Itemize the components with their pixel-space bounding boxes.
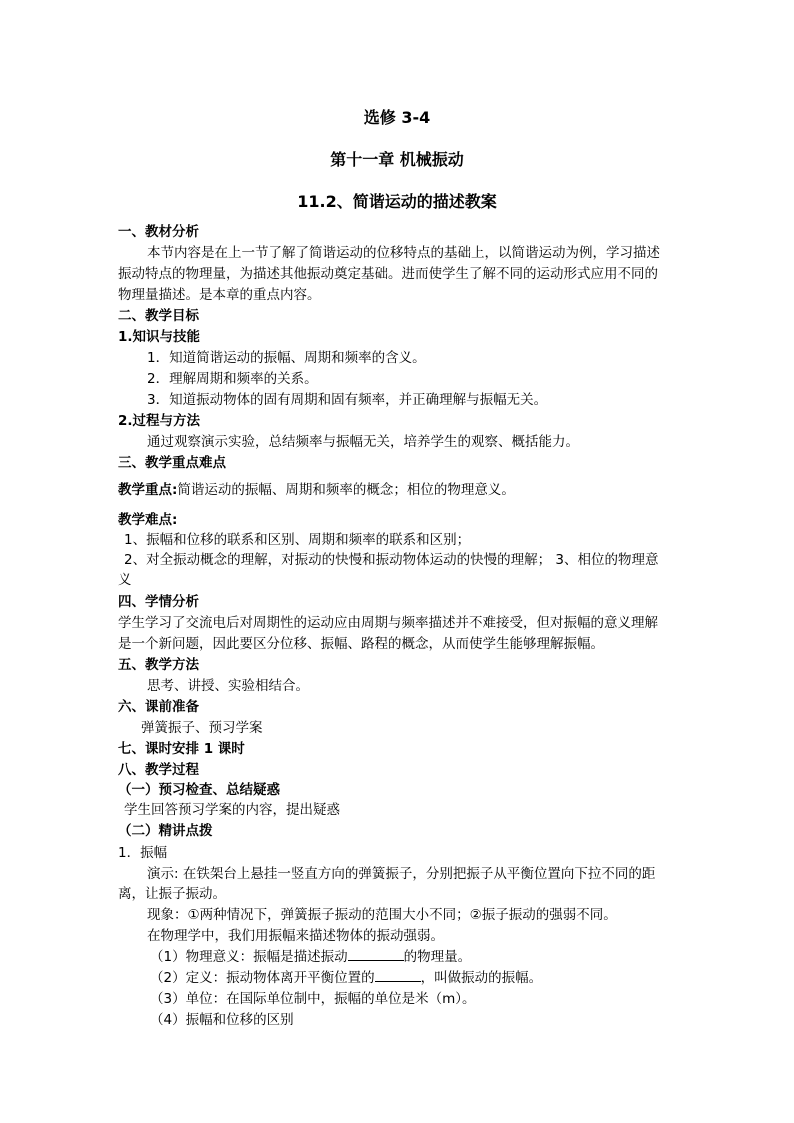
paragraph-line: 在物理学中，我们用振幅来描述物体的振动强弱。 bbox=[147, 928, 444, 944]
section-heading: 八、教学过程 bbox=[118, 762, 199, 778]
chapter-title: 第十一章 机械振动 bbox=[330, 150, 464, 169]
subsection-heading: 2.过程与方法 bbox=[118, 413, 201, 429]
paragraph-line: 现象：①两种情况下，弹簧振子振动的范围大小不同；②振子振动的强弱不同。 bbox=[147, 907, 617, 923]
fill-in-text: ，叫做振动的振幅。 bbox=[420, 970, 543, 986]
subsection-heading: 1.知识与技能 bbox=[118, 329, 201, 345]
fill-in-text: 的物理量。 bbox=[403, 949, 472, 965]
fill-in-blank[interactable] bbox=[348, 947, 404, 961]
paragraph-line: 振动特点的物理量，为描述其他振动奠定基础。进而使学生了解不同的运动形式应用不同的 bbox=[118, 266, 658, 282]
item-heading: 1．振幅 bbox=[118, 845, 168, 861]
paragraph-line: 弹簧振子、预习学案 bbox=[141, 720, 263, 736]
paragraph-line: 本节内容是在上一节了解了简谐运动的位移特点的基础上，以简谐运动为例，学习描述 bbox=[147, 245, 660, 261]
section-heading: 七、课时安排 1 课时 bbox=[118, 741, 245, 757]
fill-in-blank[interactable] bbox=[375, 968, 421, 982]
series-title: 选修 3-4 bbox=[363, 108, 431, 127]
paragraph-line: 离，让振子振动。 bbox=[118, 886, 226, 902]
section-heading: 一、教材分析 bbox=[118, 224, 199, 240]
fill-in-item bbox=[150, 947, 471, 967]
list-item: 1、振幅和位移的联系和区别、周期和频率的联系和区别； bbox=[124, 532, 471, 548]
list-item: （4）振幅和位移的区别 bbox=[150, 1012, 294, 1028]
key-points bbox=[118, 480, 515, 500]
list-item: 1．知道简谐运动的振幅、周期和频率的含义。 bbox=[147, 350, 426, 366]
section-heading: 二、教学目标 bbox=[118, 308, 199, 324]
section-heading: 四、学情分析 bbox=[118, 594, 199, 610]
paragraph-line: 是一个新问题，因此要区分位移、振幅、路程的概念，从而使学生能够理解振幅。 bbox=[118, 636, 604, 652]
list-item: 2、对全振动概念的理解，对振动的快慢和振动物体运动的快慢的理解； 3、相位的物理意 bbox=[124, 552, 659, 568]
difficulties-label: 教学难点: bbox=[118, 512, 178, 528]
fill-in-text: （2）定义：振动物体离开平衡位置的 bbox=[150, 970, 375, 986]
key-points-label: 教学重点: bbox=[118, 482, 178, 498]
paragraph-line: 学生回答预习学案的内容，提出疑惑 bbox=[124, 802, 340, 818]
key-points-text: 简谐运动的振幅、周期和频率的概念；相位的物理意义。 bbox=[177, 482, 515, 498]
lesson-title: 11.2、简谐运动的描述教案 bbox=[297, 192, 497, 211]
list-item: 3．知道振动物体的固有周期和固有频率，并正确理解与振幅无关。 bbox=[147, 392, 548, 408]
paragraph-line: 学生学习了交流电后对周期性的运动应由周期与频率描述并不难接受，但对振幅的意义理解 bbox=[118, 615, 658, 631]
paragraph-line: 通过观察演示实验，总结频率与振幅无关，培养学生的观察、概括能力。 bbox=[147, 434, 579, 450]
section-heading: 六、课前准备 bbox=[118, 699, 199, 715]
list-item-continued: 义 bbox=[118, 572, 132, 588]
fill-in-item bbox=[150, 968, 542, 988]
fill-in-text: （1）物理意义：振幅是描述振动 bbox=[150, 949, 348, 965]
paragraph-line: 演示: 在铁架台上悬挂一竖直方向的弹簧振子，分别把振子从平衡位置向下拉不同的距 bbox=[147, 866, 656, 882]
subsection-heading: （二）精讲点拨 bbox=[118, 823, 213, 839]
list-item: （3）单位：在国际单位制中，振幅的单位是米（m）。 bbox=[150, 991, 476, 1007]
list-item: 2．理解周期和频率的关系。 bbox=[147, 371, 318, 387]
section-heading: 三、教学重点难点 bbox=[118, 455, 226, 471]
paragraph-line: 思考、讲授、实验相结合。 bbox=[147, 678, 309, 694]
paragraph-line: 物理量描述。是本章的重点内容。 bbox=[118, 287, 321, 303]
section-heading: 五、教学方法 bbox=[118, 657, 199, 673]
subsection-heading: （一）预习检查、总结疑惑 bbox=[118, 782, 280, 798]
